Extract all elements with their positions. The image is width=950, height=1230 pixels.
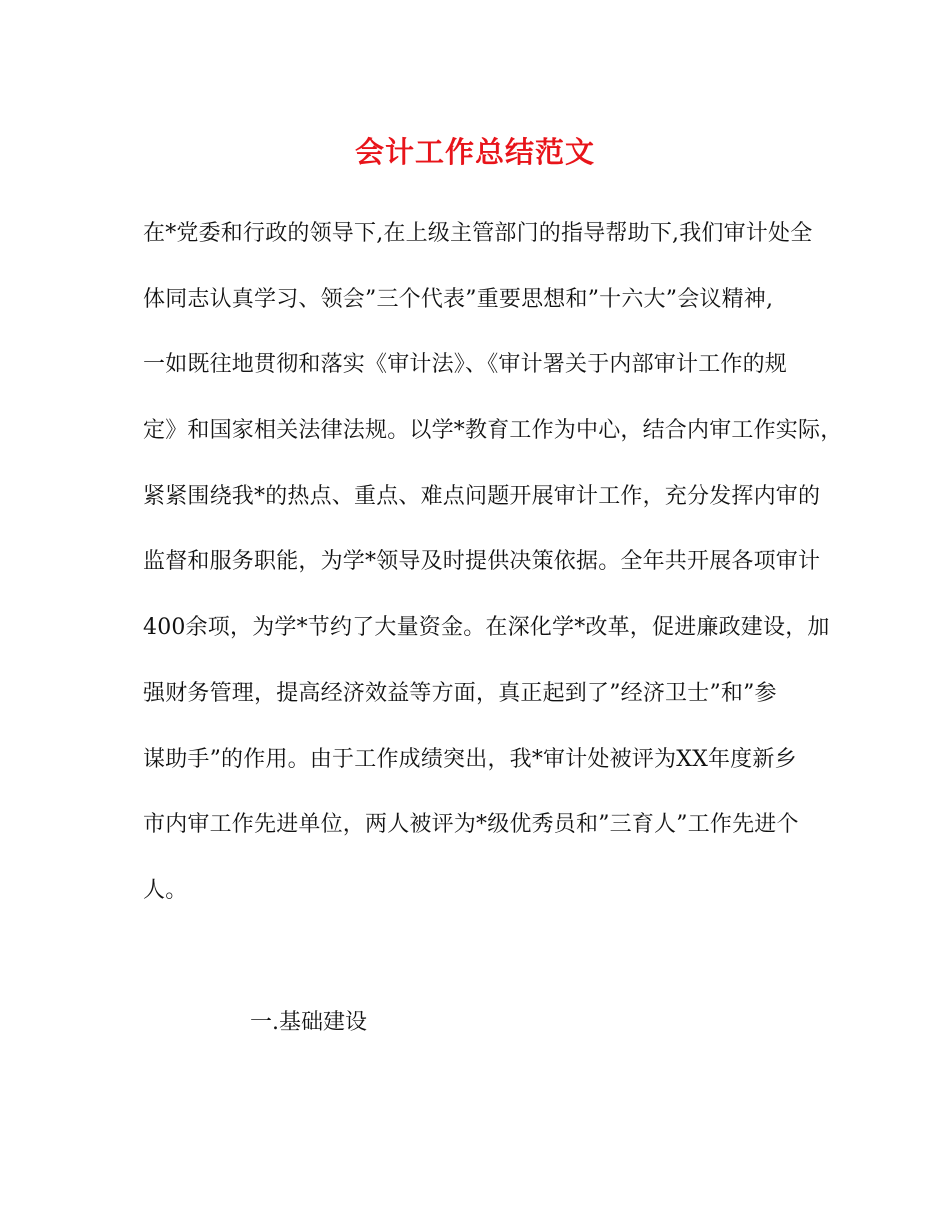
paragraph-line: 400余项，为学*节约了大量资金。在深化学*改革，促进廉政建设，加 bbox=[143, 615, 830, 641]
paragraph-line: 人。 bbox=[143, 877, 188, 903]
paragraph-line: 一如既往地贯彻和落实《审计法》、《审计署关于内部审计工作的规 bbox=[143, 352, 788, 378]
paragraph-line: 在*党委和行政的领导下,在上级主管部门的指导帮助下,我们审计处全 bbox=[143, 221, 813, 246]
body-paragraph bbox=[143, 214, 843, 937]
paragraph-line: 市内审工作先进单位，两人被评为*级优秀员和”三育人”工作先进个 bbox=[143, 812, 799, 838]
section-heading: 一.基础建设 bbox=[250, 1010, 367, 1035]
paragraph-line: 强财务管理，提高经济效益等方面，真正起到了”经济卫士”和”参 bbox=[143, 680, 777, 706]
document-title: 会计工作总结范文 bbox=[354, 135, 595, 169]
paragraph-line: 谋助手”的作用。由于工作成绩突出，我*审计处被评为XX年度新乡 bbox=[143, 746, 797, 772]
paragraph-line: 体同志认真学习、领会”三个代表”重要思想和”十六大”会议精神, bbox=[143, 286, 774, 312]
paragraph-line: 定》和国家相关法律法规。以学*教育工作为中心，结合内审工作实际， bbox=[143, 418, 843, 444]
paragraph-line: 紧紧围绕我*的热点、重点、难点问题开展审计工作，充分发挥内审的 bbox=[143, 483, 821, 509]
paragraph-line: 监督和服务职能，为学*领导及时提供决策依据。全年共开展各项审计 bbox=[143, 549, 821, 575]
